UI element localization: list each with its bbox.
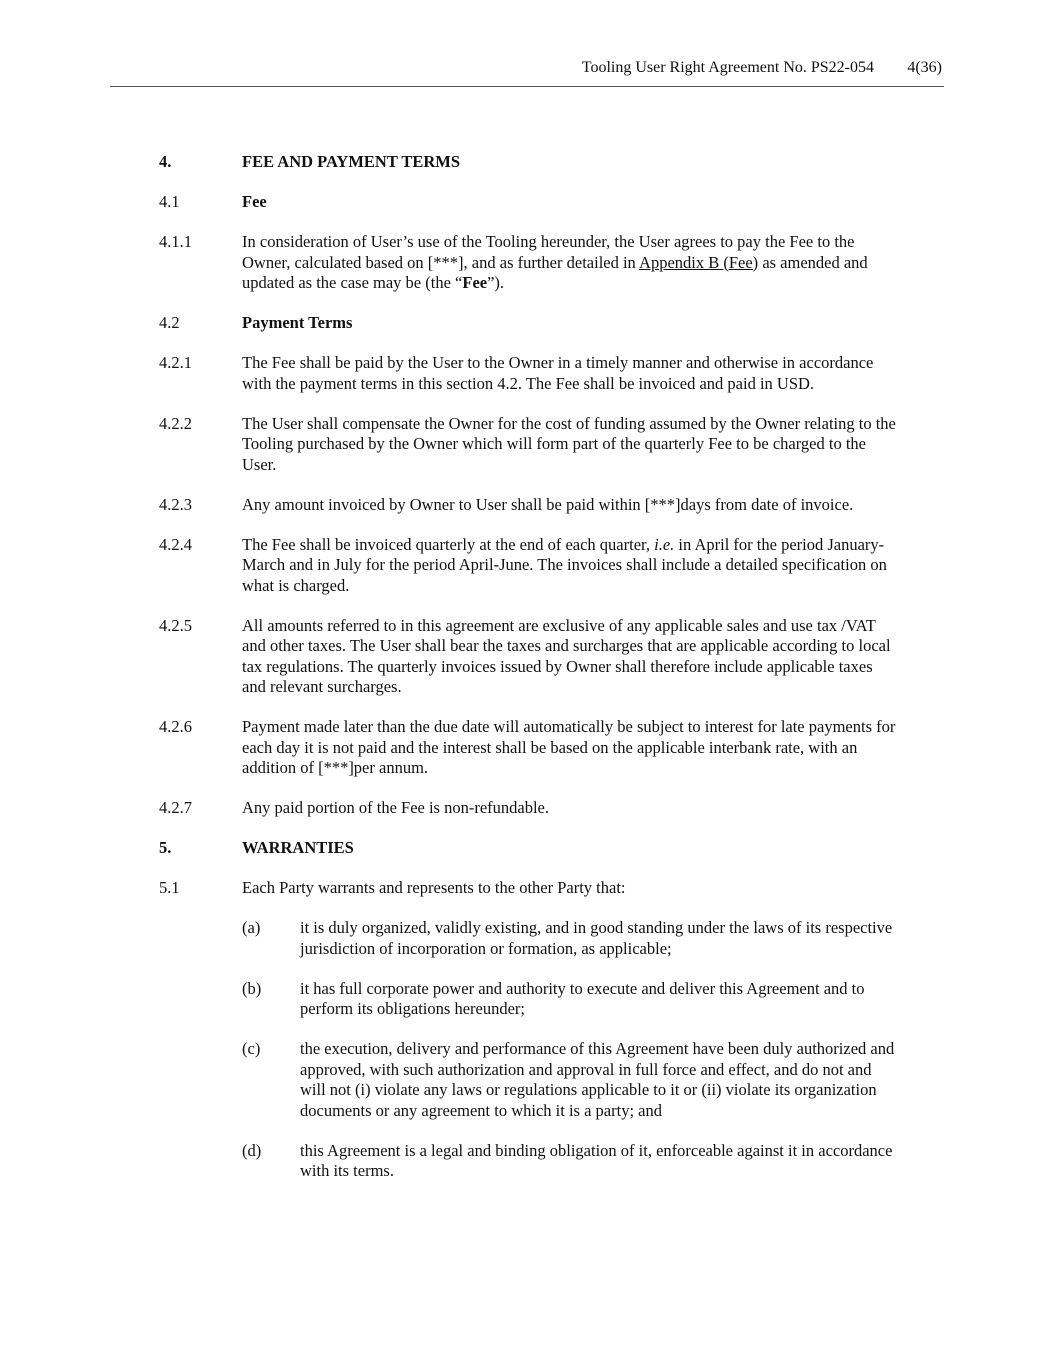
clause-text-part: in April for the period January-March and in July for the period April-June. The invoices shall include a detailed specification on what is charged. [242,534,887,595]
clause-number: 5.1 [159,878,180,897]
clause-text: Any amount invoiced by Owner to User shall be paid within [***]days from date of invoice. [242,494,854,514]
section-number: 4. [159,152,172,171]
clause-4-2 [159,313,899,334]
clause-4-2-2 [159,414,899,476]
section-title: FEE AND PAYMENT TERMS [242,152,461,171]
clause-text: The Fee shall be paid by the User to the Owner in a timely manner and otherwise in accordance with the payment terms in this section 4.2. The Fee shall be invoiced and paid in USD. [242,353,874,393]
clause-title: Payment Terms [242,313,353,332]
list-item-label: (a) [242,918,261,937]
clause-text-part: The Fee shall be invoiced quarterly at the end of each quarter, [242,534,655,554]
clause-number: 4.2 [159,313,180,332]
clause-number: 4.2.6 [159,717,192,736]
document-body [159,152,899,1201]
defined-term: Fee [462,273,488,292]
list-item [242,1039,899,1121]
list-item-text: it has full corporate power and authority to execute and deliver this Agreement and to perform its obligations hereunder; [300,978,865,1018]
clause-text: All amounts referred to in this agreement are exclusive of any applicable sales and use tax /VAT and other taxes. The User shall bear the taxes and surcharges that are applicable according to local tax regulations. The quarterly invoices issued by Owner shall therefore include applicable taxes and relevant surcharges. [242,615,891,696]
list-item-label: (b) [242,978,262,998]
section-heading-4 [159,152,899,173]
clause-4-2-7 [159,798,899,819]
document-reference: Tooling User Right Agreement No. PS22-054 [581,59,874,76]
clause-number: 4.1.1 [159,232,192,251]
clause-text: Payment made later than the due date will automatically be subject to interest for late payments for each day it is not paid and the interest shall be based on the applicable interbank rate, with an addition of [***]per annum. [242,717,896,777]
clause-number: 4.2.7 [159,798,192,817]
clause-text [242,535,899,597]
clause-number: 4.2.4 [159,534,192,554]
clause-text-part: as amended and updated as the case may be (the “ [242,252,868,292]
clause-text: The User shall compensate the Owner for the cost of funding assumed by the Owner relating to the Tooling purchased by the Owner which will form part of the quarterly Fee to be charged to the User. [242,413,896,474]
clause-text [242,232,899,294]
page-header [110,58,944,87]
clause-text: Each Party warrants and represents to the other Party that: [242,878,626,897]
clause-number: 4.2.3 [159,494,192,514]
clause-text-part: In consideration of User’s use of the Tooling hereunder, the User agrees to pay the Fee to the Owner, calculated based on [***], and as further detailed in [242,232,855,272]
clause-number: 4.2.1 [159,353,192,372]
clause-number: 4.2.2 [159,413,192,433]
list-item-text: the execution, delivery and performance of this Agreement have been duly authorized and approved, with such authorization and approval in full force and effect, and do not and will not (i) violate any laws or regulations applicable to it or (ii) violate its organization documents or any agreement to which it is a party; and [300,1039,895,1120]
section-title: WARRANTIES [242,838,354,857]
clause-number: 4.1 [159,192,180,211]
clause-4-2-6 [159,717,899,779]
clause-4-2-1 [159,353,899,394]
clause-number: 4.2.5 [159,615,192,635]
page-number: 4(36) [907,59,942,76]
list-item-label: (d) [242,1140,262,1160]
clause-4-2-3 [159,495,899,516]
list-item [242,979,899,1020]
clause-4-1-1 [159,232,899,294]
appendix-b-link[interactable]: Appendix B (Fee) [639,252,759,272]
list-item-text: it is duly organized, validly existing, and in good standing under the laws of its respective jurisdiction of incorporation or formation, as applicable; [300,918,893,958]
list-item-text: this Agreement is a legal and binding obligation of it, enforceable against it in accordance with its terms. [300,1140,893,1180]
list-item-label: (c) [242,1039,261,1058]
clause-4-1 [159,192,899,213]
clause-title: Fee [242,192,267,211]
section-heading-5 [159,838,899,859]
clause-text-part: ”). [487,273,505,292]
italic-abbrev: i.e. [654,534,675,554]
clause-4-2-5 [159,616,899,698]
clause-5-1 [159,878,899,899]
clause-4-2-4 [159,535,899,597]
list-item [242,1141,899,1182]
clause-text: Any paid portion of the Fee is non-refundable. [242,798,550,817]
list-item [242,918,899,959]
section-number: 5. [159,838,172,857]
